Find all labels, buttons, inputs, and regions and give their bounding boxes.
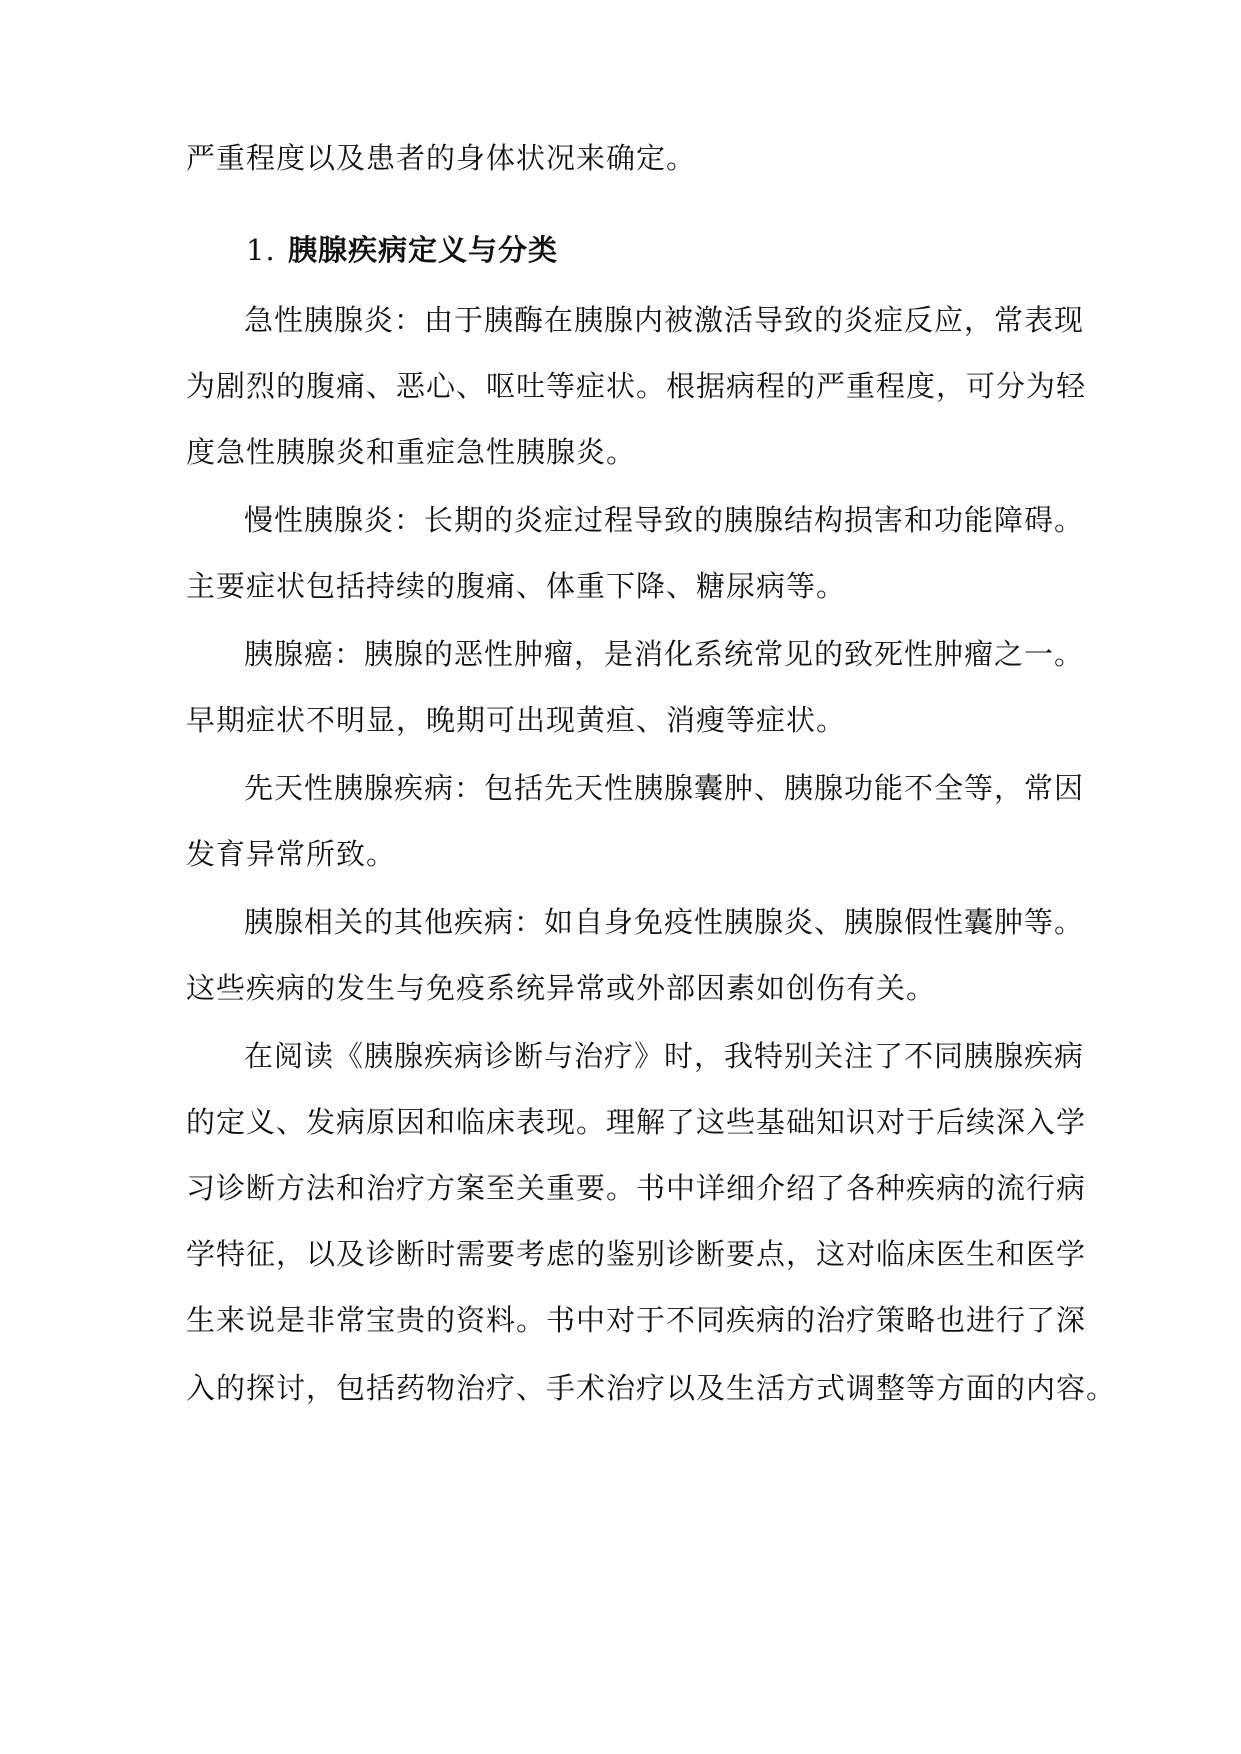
paragraph-line: 胰腺癌：胰腺的恶性肿瘤，是消化系统常见的致死性肿瘤之一。 (244, 637, 1085, 671)
paragraph-line: 慢性胰腺炎：长期的炎症过程导致的胰腺结构损害和功能障碍。 (244, 503, 1085, 537)
paragraph-line: 生来说是非常宝贵的资料。书中对于不同疾病的治疗策略也进行了深 (186, 1303, 1087, 1337)
paragraph-line: 这些疾病的发生与免疫系统异常或外部因素如创伤有关。 (186, 971, 937, 1005)
section-number: 1. (246, 233, 276, 267)
section-title: 胰腺疾病定义与分类 (288, 233, 559, 267)
paragraph-line: 发育异常所致。 (186, 837, 397, 871)
paragraph-line: 急性胰腺炎：由于胰酶在胰腺内被激活导致的炎症反应，常表现 (244, 303, 1085, 337)
paragraph-line: 为剧烈的腹痛、恶心、呕吐等症状。根据病程的严重程度，可分为轻 (186, 369, 1087, 403)
section-heading (246, 232, 1126, 268)
paragraph-line: 的定义、发病原因和临床表现。理解了这些基础知识对于后续深入学 (186, 1105, 1087, 1139)
paragraph-line: 先天性胰腺疾病：包括先天性胰腺囊肿、胰腺功能不全等，常因 (244, 771, 1085, 805)
paragraph-line: 胰腺相关的其他疾病：如自身免疫性胰腺炎、胰腺假性囊肿等。 (244, 905, 1085, 939)
paragraph-line: 主要症状包括持续的腹痛、体重下降、糖尿病等。 (186, 569, 847, 603)
paragraph-line: 习诊断方法和治疗方案至关重要。书中详细介绍了各种疾病的流行病 (186, 1171, 1087, 1205)
paragraph-line: 入的探讨，包括药物治疗、手术治疗以及生活方式调整等方面的内容。 (186, 1371, 1117, 1405)
paragraph-line: 学特征，以及诊断时需要考虑的鉴别诊断要点，这对临床医生和医学 (186, 1237, 1087, 1271)
paragraph-line: 在阅读《胰腺疾病诊断与治疗》时，我特别关注了不同胰腺疾病 (244, 1039, 1085, 1073)
paragraph-line: 度急性胰腺炎和重症急性胰腺炎。 (186, 435, 637, 469)
paragraph-line: 严重程度以及患者的身体状况来确定。 (186, 141, 697, 175)
paragraph-line: 早期症状不明显，晚期可出现黄疸、消瘦等症状。 (186, 703, 847, 737)
